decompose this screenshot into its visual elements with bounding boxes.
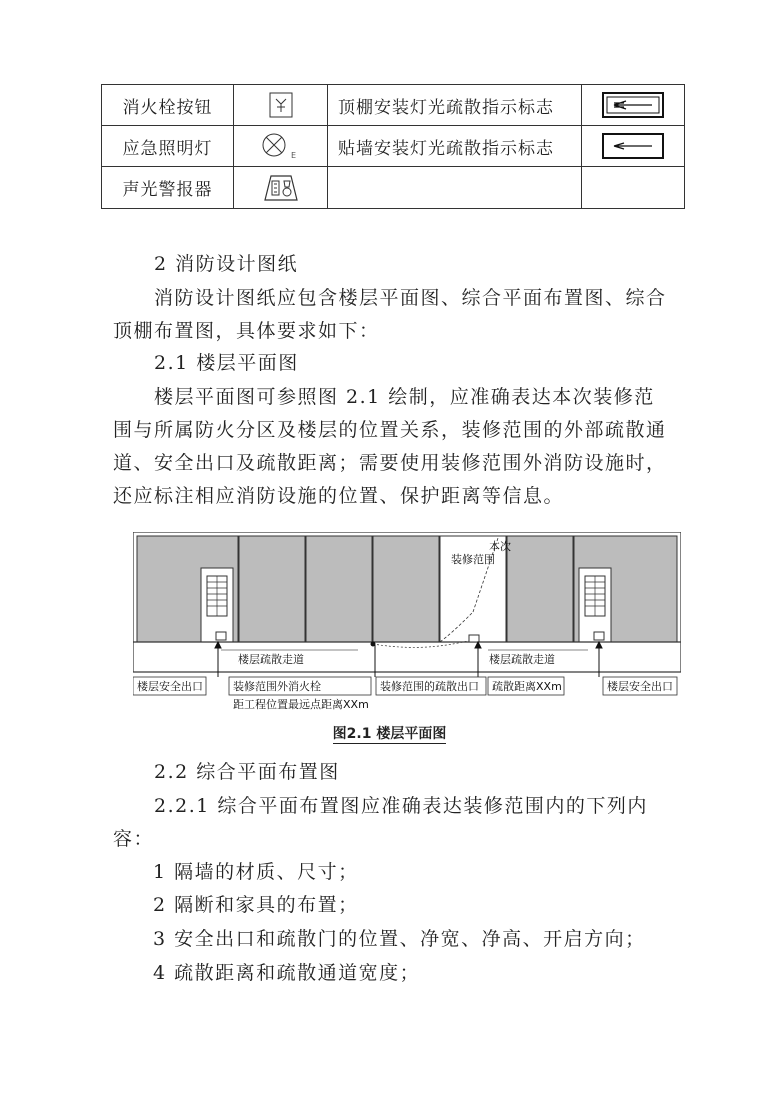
corridor-label-right: 楼层疏散走道 (489, 653, 555, 666)
legend-label: 声光警报器 (102, 167, 234, 209)
scope-label-line1: 本次 (489, 540, 511, 553)
legend-table (101, 84, 685, 209)
hydrant-distance-label: 距工程位置最远点距离XXm (233, 698, 369, 711)
list-item: 3 安全出口和疏散门的位置、净宽、净高、开启方向； (153, 928, 646, 950)
sound-light-alarm-icon (234, 167, 328, 209)
hydrant-label: 装修范围外消火栓 (233, 680, 321, 693)
legend-label: 顶棚安装灯光疏散指示标志 (328, 85, 582, 126)
hydrant-button-icon (234, 85, 328, 126)
ceiling-exit-sign-icon (582, 85, 685, 126)
stairwell-left (201, 568, 233, 642)
legend-row (102, 126, 685, 167)
figure-caption-text: 图2.1 楼层平面图 (332, 726, 447, 742)
exit-label-left: 楼层安全出口 (137, 680, 203, 693)
legend-row (102, 167, 685, 209)
legend-label: 应急照明灯 (102, 126, 234, 167)
paragraph: 2.2.1 综合平面布置图应准确表达装修范围内的下列内容： (113, 795, 648, 850)
stairwell-right (579, 568, 611, 642)
svg-text:E: E (290, 151, 297, 160)
section-heading: 2 消防设计图纸 (154, 253, 299, 275)
paragraph: 消防设计图纸应包含楼层平面图、综合平面布置图、综合顶棚布置图，具体要求如下： (113, 287, 667, 342)
legend-label (328, 167, 582, 209)
legend-row (102, 85, 685, 126)
list-item: 4 疏散距离和疏散通道宽度； (153, 962, 421, 984)
evac-distance-label: 疏散距离XXm (492, 680, 562, 693)
legend-empty-cell (582, 167, 685, 209)
legend-label: 贴墙安装灯光疏散指示标志 (328, 126, 582, 167)
emergency-light-icon (234, 126, 328, 167)
exit-label-right: 楼层安全出口 (607, 680, 673, 693)
floor-plan-figure (133, 532, 681, 717)
corridor-label-left: 楼层疏散走道 (238, 653, 304, 666)
evac-exit-label: 装修范围的疏散出口 (380, 680, 479, 693)
section-heading: 2.1 楼层平面图 (154, 352, 299, 374)
list-item: 1 隔墙的材质、尺寸； (153, 861, 359, 883)
wall-exit-sign-icon (582, 126, 685, 167)
scope-label-line2: 装修范围 (451, 553, 495, 566)
legend-label: 消火栓按钮 (102, 85, 234, 126)
list-item: 2 隔断和家具的布置； (153, 894, 359, 916)
section-heading: 2.2 综合平面布置图 (154, 761, 340, 783)
paragraph: 楼层平面图可参照图 2.1 绘制，应准确表达本次装修范围与所属防火分区及楼层的位置关系，装修范围的外部疏散通道、安全出口及疏散距离；需要使用装修范围外消防设施时，还应标注相应消防设施的位置、保护距离等信息。 (113, 386, 667, 507)
figure-caption (0, 723, 779, 743)
